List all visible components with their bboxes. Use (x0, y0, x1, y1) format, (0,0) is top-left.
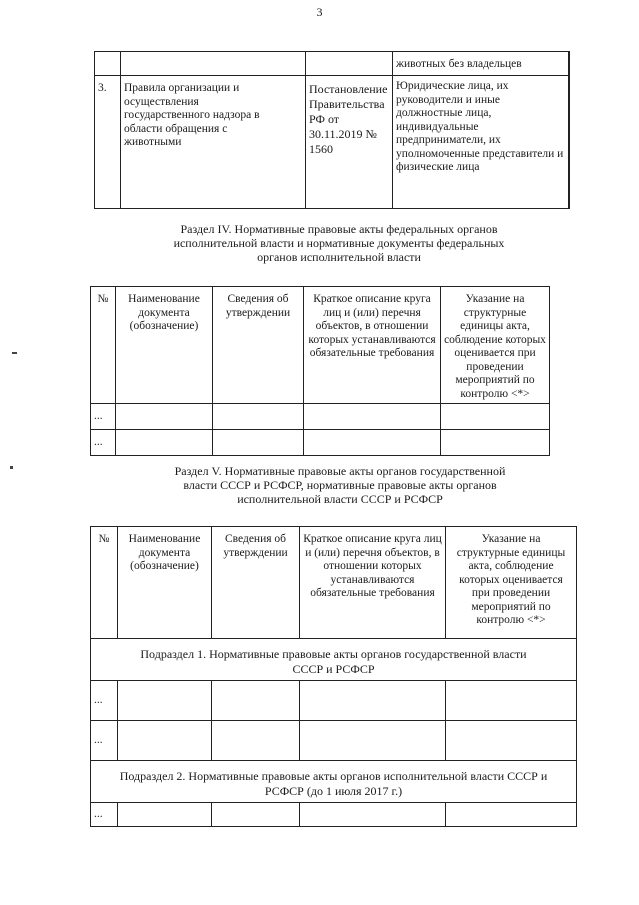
table-cell (446, 721, 577, 761)
table-row (95, 76, 577, 209)
column-header: Краткое описание круга лиц и (или) перечня объектов, в отношении которых устанавливаются обязательные требования (304, 287, 441, 404)
table-section5 (90, 526, 577, 827)
column-header: Краткое описание круга лиц и (или) перечня объектов, в отношении которых устанавливаются обязательные требования (300, 527, 446, 639)
table-cell (116, 430, 213, 456)
section5-heading: Раздел V. Нормативные правовые акты органов государственной власти СССР и РСФСР, нормативные правовые акты органов исполнительной власти СССР и РСФСР (174, 464, 506, 506)
table-cell (118, 803, 212, 827)
table-cell (118, 721, 212, 761)
table-cell (446, 803, 577, 827)
table-cell (441, 430, 550, 456)
table-cell: ... (91, 430, 116, 456)
column-header: Наименование документа (обозначение) (118, 527, 212, 639)
table-acts-continued (94, 51, 577, 209)
table-row (91, 721, 577, 761)
section4-heading: Раздел IV. Нормативные правовые акты федеральных органов исполнительной власти и нормативные документы федеральных органов исполнительной власти (173, 222, 505, 264)
table-cell (118, 681, 212, 721)
table-cell (95, 52, 121, 76)
table-cell (300, 803, 446, 827)
table-cell (300, 681, 446, 721)
table-cell (446, 681, 577, 721)
table-cell (306, 52, 393, 76)
persons-description: Юридические лица, их руководители и иные должностные лица, индивидуальные предприниматели, их уполномоченные представители и физические лица (393, 76, 569, 209)
column-header: № (91, 287, 116, 404)
approval-info: Постановление Правительства РФ от 30.11.2019 № 1560 (306, 76, 393, 209)
table-row (91, 681, 577, 721)
table-header-row (91, 287, 550, 404)
table-row (91, 404, 550, 430)
column-header: Сведения об утверждении (212, 527, 300, 639)
column-header: Наименование документа (обозначение) (116, 287, 213, 404)
table-row (95, 52, 577, 76)
table-cell (212, 681, 300, 721)
table-cell: ... (91, 803, 118, 827)
table-cell: ... (91, 404, 116, 430)
subsection-row (91, 761, 577, 803)
table-cell: животных без владельцев (393, 52, 569, 76)
table-cell (212, 803, 300, 827)
column-header: № (91, 527, 118, 639)
scan-mark (12, 352, 17, 354)
column-header: Указание на структурные единицы акта, соблюдение которых оценивается при проведении мероприятий по контролю <*> (446, 527, 577, 639)
table-row (91, 430, 550, 456)
subsection-row (91, 639, 577, 681)
row-number: 3. (95, 76, 121, 209)
table-cell: ... (91, 681, 118, 721)
table-cell (116, 404, 213, 430)
subsection-heading: Подраздел 2. Нормативные правовые акты органов исполнительной власти СССР и РСФСР (до 1 июля 2017 г.) (91, 761, 577, 803)
table-cell (304, 430, 441, 456)
document-name: Правила организации и осуществления государственного надзора в области обращения с животными (121, 76, 306, 209)
table-row (91, 803, 577, 827)
page-number: 3 (316, 5, 323, 19)
table-cell (213, 430, 304, 456)
table-cell (304, 404, 441, 430)
table-cell: ... (91, 721, 118, 761)
table-cell (212, 721, 300, 761)
subsection-heading: Подраздел 1. Нормативные правовые акты органов государственной власти СССР и РСФСР (91, 639, 577, 681)
column-header: Сведения об утверждении (213, 287, 304, 404)
table-section4 (90, 286, 550, 456)
table-cell (300, 721, 446, 761)
table-cell (441, 404, 550, 430)
table-cell (121, 52, 306, 76)
table-cell (213, 404, 304, 430)
scan-mark (10, 466, 13, 469)
table-header-row (91, 527, 577, 639)
column-header: Указание на структурные единицы акта, соблюдение которых оценивается при проведении мероприятий по контролю <*> (441, 287, 550, 404)
